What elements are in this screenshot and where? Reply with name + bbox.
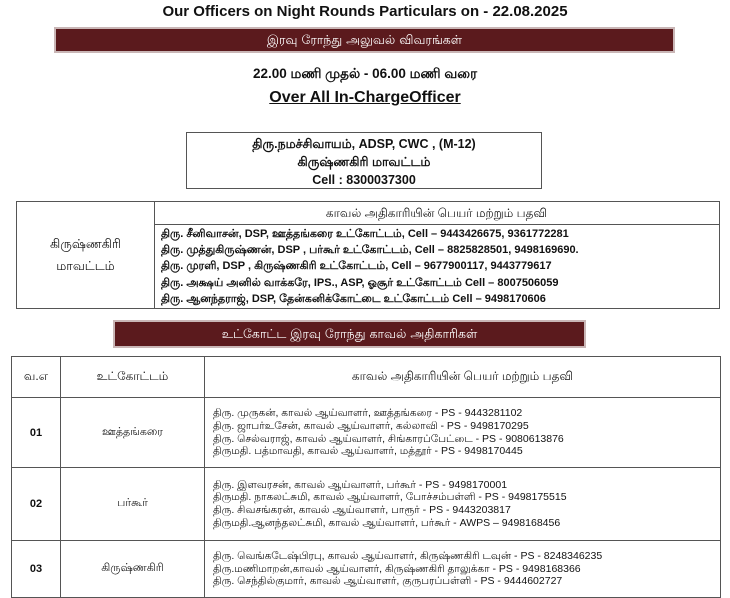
officer-line: திரு. இளவரசன், காவல் ஆய்வாளர், பர்கூர் - PS - 9498170001 — [213, 478, 508, 491]
district-officers-table — [16, 201, 720, 309]
subdivision-name: ஊத்தங்கரை — [61, 398, 205, 468]
officer-line: திரு. ஜாபர்உசேன், காவல் ஆய்வாளர், கல்லாவி - PS - 9498170295 — [213, 419, 529, 432]
officer-line: திரு. வெங்கடேஷ்பிரபு, காவல் ஆய்வாளர், கிருஷ்ணகிரி டவுன் - PS - 8248346235 — [213, 550, 603, 563]
officer-line: திரு. முருகன், காவல் ஆய்வாளர், ஊத்தங்கரை - PS - 9443281102 — [213, 407, 523, 420]
officer-line: திரு.மணிமாறன்,காவல் ஆய்வாளர், கிருஷ்ணகிரி தாலுக்கா - PS - 9498168366 — [213, 562, 581, 575]
district-officer-line: திரு. அக்ஷய் அனில் வாக்கரே, IPS., ASP, ஓசூர் உட்கோட்டம் Cell – 8007506059 — [161, 276, 559, 289]
officer-line: திருமதி.ஆனந்தலட்சுமி, காவல் ஆய்வாளர், பர்கூர் - AWPS – 9498168456 — [213, 516, 561, 529]
subdivision-name: கிருஷ்ணகிரி — [61, 541, 205, 598]
district-officer-line: திரு. முத்துகிருஷ்ணன், DSP , பர்கூர் உட்கோட்டம், Cell – 8825828501, 9498169690. — [161, 244, 579, 257]
officer-line: திரு. செல்வராஜ், காவல் ஆய்வாளர், சிங்காரப்பேட்டை - PS - 9080613876 — [213, 432, 564, 445]
night-rounds-banner: இரவு ரோந்து அலுவல் விவரங்கள் — [54, 27, 675, 53]
incharge-heading: Over All In-ChargeOfficer — [269, 89, 461, 106]
district-officer-line: திரு. முரளி, DSP , கிருஷ்ணகிரி உட்கோட்டம், Cell – 9677900117, 9443779617 — [161, 260, 552, 273]
table-header-row — [12, 357, 721, 398]
overall-officer-cell: Cell : 8300037300 — [312, 173, 416, 187]
table-row — [12, 468, 721, 541]
district-name-line2: மாவட்டம் — [56, 259, 115, 273]
page-title: Our Officers on Night Rounds Particulars on - 22.08.2025 — [162, 3, 568, 20]
officer-line: திருமதி. நாகலட்சுமி, காவல் ஆய்வாளர், போச்சம்பள்ளி - PS - 9498175515 — [213, 491, 567, 504]
officer-line: திரு. செந்தில்குமார், காவல் ஆய்வாளர், குருபரப்பள்ளி - PS - 9444602727 — [213, 575, 563, 588]
district-officer-line: திரு. சீனிவாசன், DSP, ஊத்தங்கரை உட்கோட்டம், Cell – 9443426675, 9361772281 — [161, 228, 569, 240]
overall-officer-box — [186, 132, 542, 189]
district-name-line1: கிருஷ்ணகிரி — [50, 237, 121, 251]
officer-list — [205, 468, 721, 541]
subdivision-header: உட்கோட்டம் — [61, 357, 205, 398]
subdivision-name: பர்கூர் — [61, 468, 205, 541]
table-row — [12, 398, 721, 468]
district-table-header: காவல் அதிகாரியின் பெயர் மற்றும் பதவி — [154, 202, 719, 225]
officer-header: காவல் அதிகாரியின் பெயர் மற்றும் பதவி — [205, 357, 721, 398]
district-officer-list — [161, 226, 715, 307]
officer-line: திரு. சிவசங்கரன், காவல் ஆய்வாளர், பாரூர் - PS - 9443203817 — [213, 504, 511, 516]
table-row — [12, 541, 721, 598]
district-officer-line: திரு. ஆனந்தராஜ், DSP, தேன்கனிக்கோட்டை உட்கோட்டம் Cell – 9498170606 — [161, 292, 546, 305]
row-number: 01 — [12, 398, 61, 468]
overall-officer-district: கிருஷ்ணகிரி மாவட்டம் — [297, 155, 431, 169]
subdivision-banner: உட்கோட்ட இரவு ரோந்து காவல் அதிகாரிகள் — [113, 320, 586, 348]
officer-line: திருமதி. பத்மாவதி, காவல் ஆய்வாளர், மத்தூர் - PS - 9498170445 — [213, 445, 523, 458]
district-name-cell — [17, 202, 155, 308]
subdivision-officers-table — [11, 356, 721, 598]
overall-officer-name: திரு.நமச்சிவாயம், ADSP, CWC , (M-12) — [252, 137, 476, 151]
row-number: 02 — [12, 468, 61, 541]
officer-list — [205, 398, 721, 468]
row-number: 03 — [12, 541, 61, 598]
officer-list — [205, 541, 721, 598]
timing-text: 22.00 மணி முதல் - 06.00 மணி வரை — [252, 66, 478, 81]
serial-header: வ.எ — [12, 357, 61, 398]
